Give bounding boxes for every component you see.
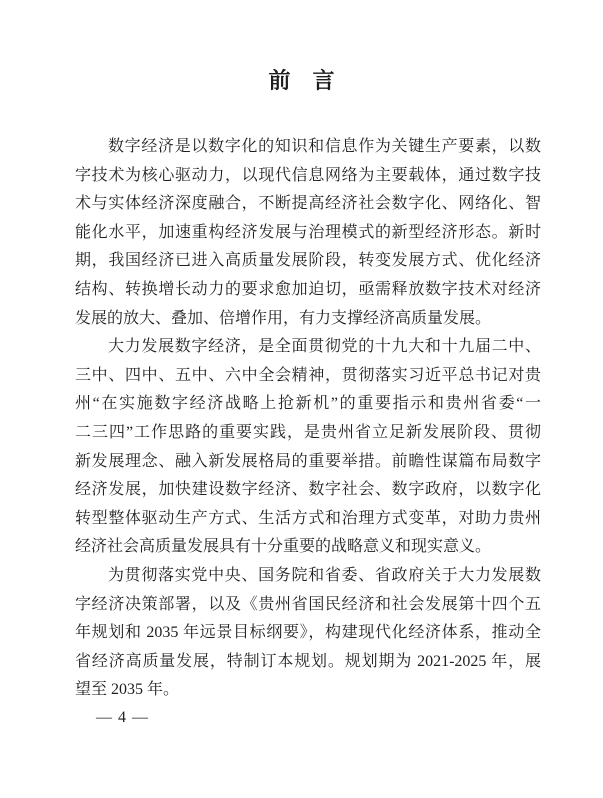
text-line: 转型整体驱动生产方式、生活方式和治理方式变革，对助力贵州: [75, 509, 541, 527]
text-line: 经济社会高质量发展具有十分重要的战略意义和现实意义。: [75, 538, 492, 556]
text-line: 省经济高质量发展，特制订本规划。规划期为 2021-2025 年，展: [75, 652, 541, 670]
text-line: 能化水平，加速重构经济发展与治理模式的新型经济形态。新时: [75, 223, 541, 241]
text-line: 字经济决策部署，以及《贵州省国民经济和社会发展第十四个五: [75, 595, 541, 613]
page-title: 前 言: [268, 68, 335, 93]
text-line: 为贯彻落实党中央、国务院和省委、省政府关于大力发展数: [108, 566, 541, 584]
text-line: 望至 2035 年。: [75, 681, 180, 699]
text-line: 三中、四中、五中、六中全会精神，贯彻落实习近平总书记对贵: [75, 366, 541, 384]
text-line: 字技术为核心驱动力，以现代信息网络为主要载体，通过数字技: [75, 166, 541, 184]
text-line: 州“在实施数字经济战略上抢新机”的重要指示和贵州省委“一: [75, 395, 541, 413]
document-body: [75, 133, 541, 705]
text-line: 期，我国经济已进入高质量发展阶段，转变发展方式、优化经济: [75, 252, 541, 270]
paragraph: [75, 133, 541, 333]
text-line: 大力发展数字经济，是全面贯彻党的十九大和十九届二中、: [108, 338, 541, 356]
text-line: 经济发展，加快建设数字经济、数字社会、数字政府，以数字化: [75, 481, 541, 499]
paragraph: [75, 333, 541, 562]
text-line: 发展的放大、叠加、倍增作用，有力支撑经济高质量发展。: [75, 309, 492, 327]
page-number: — 4 —: [96, 709, 149, 726]
text-line: 数字经济是以数字化的知识和信息作为关键生产要素，以数: [108, 138, 541, 155]
text-line: 二三四”工作思路的重要实践，是贵州省立足新发展阶段、贯彻: [75, 423, 541, 441]
text-line: 术与实体经济深度融合，不断提高经济社会数字化、网络化、智: [75, 195, 541, 213]
text-line: 新发展理念、融入新发展格局的重要举措。前瞻性谋篇布局数字: [75, 452, 541, 470]
text-line: 结构、转换增长动力的要求愈加迫切，亟需释放数字技术对经济: [75, 280, 541, 298]
text-line: 年规划和 2035 年远景目标纲要》，构建现代化经济体系，推动全: [75, 624, 541, 642]
paragraph: [75, 562, 541, 705]
